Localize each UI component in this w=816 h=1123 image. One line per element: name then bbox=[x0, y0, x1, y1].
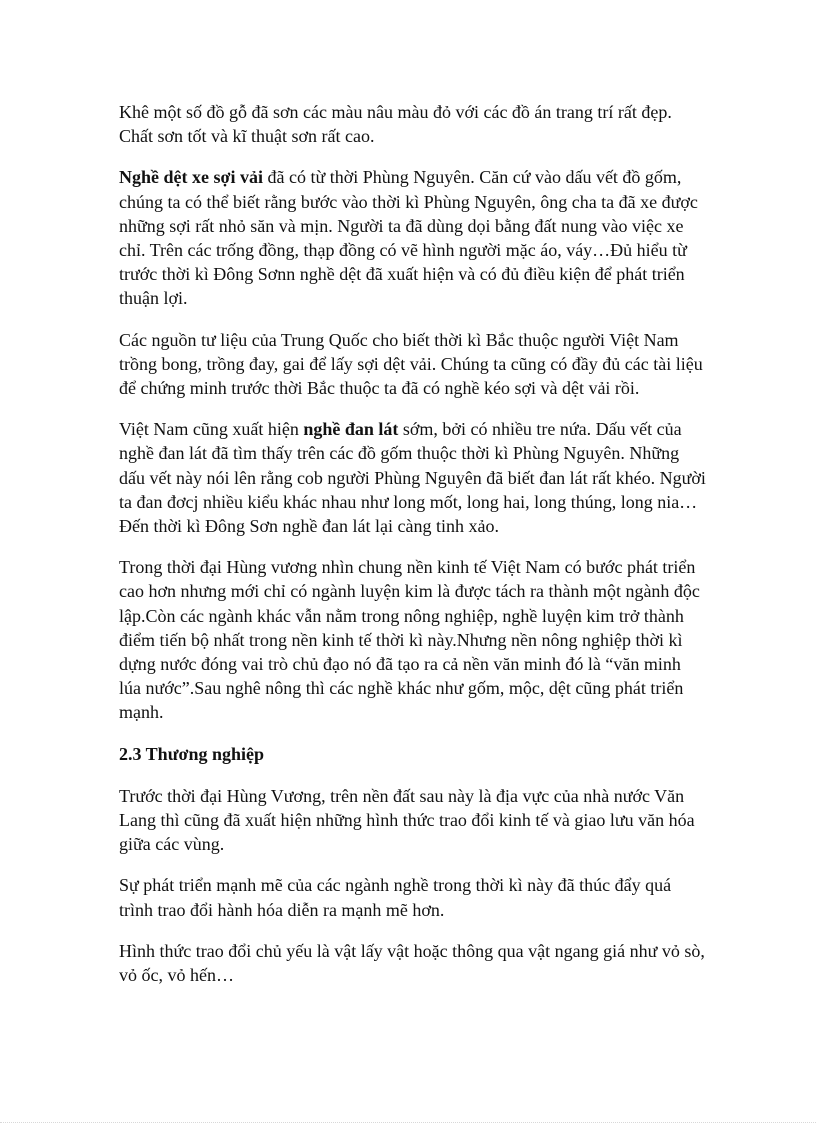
paragraph-lacquer: Khê một số đồ gỗ đã sơn các màu nâu màu đỏ với các đồ án trang trí rất đẹp. Chất sơn tốt và kĩ thuật sơn rất cao. bbox=[119, 102, 672, 147]
paragraph-barter: Hình thức trao đổi chủ yếu là vật lấy vật hoặc thông qua vật ngang giá như vỏ sò, vỏ ốc, vỏ hến… bbox=[119, 940, 705, 986]
paragraph-basketry-text: sớm, bởi có nhiều tre nứa. Dấu vết của nghề đan lát đã tìm thấy trên các đồ gốm thuộc thời kì Phùng Nguyên. Những dấu vết này nói lên rằng cob người Phùng Nguyên đã biết đan lát rất khéo. Người ta đan đơcj nhiều kiểu khác nhau như long mốt, long hai, long thúng, long nia…Đến thời kì Đông Sơn nghề đan lát lại càng tinh xảo. bbox=[119, 419, 706, 537]
paragraph-exchange: Trước thời đại Hùng Vương, trên nền đất sau này là địa vực của nhà nước Văn Lang thì cũng đã xuất hiện những hình thức trao đổi kinh tế và giao lưu văn hóa giữa các vùng. bbox=[119, 785, 695, 855]
paragraph-economy: Trong thời đại Hùng vương nhìn chung nền kinh tế Việt Nam có bước phát triển cao hơn nhưng mới chỉ có ngành luyện kim là được tách ra thành một ngành độc lập.Còn các ngành khác vẫn nằm trong nông nghiệp, nghề luyện kim trở thành điểm tiến bộ nhất trong nền kinh tế thời kì này.Nhưng nền nông nghiệp thời kì dựng nước đóng vai trò chủ đạo nó đã tạo ra cả nền văn minh đó là “văn minh lúa nước”.Sau nghê nông thì các nghề khác như gốm, mộc, dệt cũng phát triển mạnh. bbox=[119, 557, 700, 723]
paragraph-basketry bbox=[119, 417, 706, 538]
section-heading-commerce: 2.3 Thương nghiệp bbox=[119, 743, 264, 764]
paragraph-basketry-lead: Việt Nam cũng xuất hiện bbox=[119, 419, 304, 440]
paragraph-sources: Các nguồn tư liệu của Trung Quốc cho biết thời kì Bắc thuộc người Việt Nam trồng bong, trồng đay, gai để lấy sợi dệt vải. Chúng ta cũng có đầy đủ các tài liệu để chứng minh trước thời Bắc thuộc ta đã có nghề kéo sợi và dệt vải rồi. bbox=[119, 329, 703, 399]
paragraph-weaving-text: đã có từ thời Phùng Nguyên. Căn cứ vào dấu vết đồ gốm, chúng ta có thể biết rằng bước vào thời kì Phùng Nguyên, ông cha ta đã xe được những sợi rất nhỏ săn và mịn. Người ta đã dùng dọi bằng đất nung vào việc xe chỉ. Trên các trống đồng, thạp đồng có vẽ hình người mặc áo, váy…Đủ hiểu từ trước thời kì Đông Sơnn nghề dệt đã xuất hiện và có đủ điều kiện để phát triển thuận lợi. bbox=[119, 167, 698, 309]
term-basketry: nghề đan lát bbox=[303, 419, 399, 440]
paragraph-weaving bbox=[119, 165, 706, 310]
paragraph-growth: Sự phát triển mạnh mẽ của các ngành nghề trong thời kì này đã thúc đẩy quá trình trao đổi hành hóa diễn ra mạnh mẽ hơn. bbox=[119, 875, 672, 920]
term-weaving: Nghề dệt xe sợi vải bbox=[119, 167, 263, 188]
